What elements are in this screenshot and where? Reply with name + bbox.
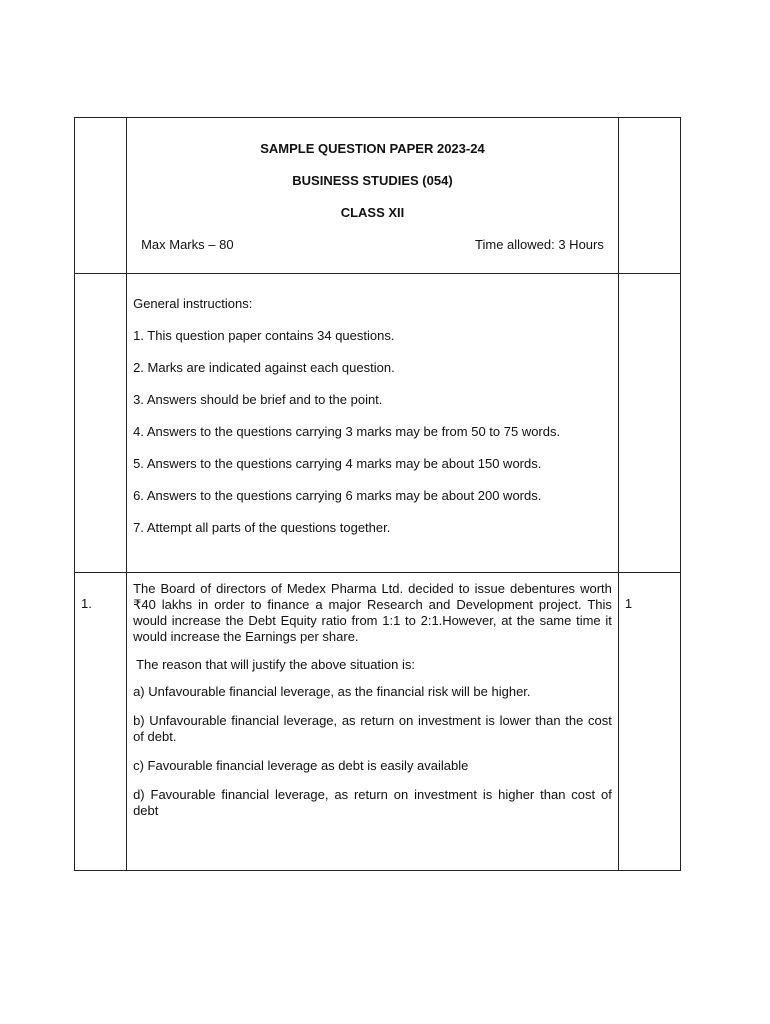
instruction-item: 5. Answers to the questions carrying 4 marks may be about 150 words. [133,456,542,471]
instruction-item: 6. Answers to the questions carrying 6 marks may be about 200 words. [133,488,542,503]
instruction-item: 1. This question paper contains 34 questions. [133,328,395,343]
header-cell [127,118,619,274]
option-a: a) Unfavourable financial leverage, as the financial risk will be higher. [133,684,531,699]
option-c: c) Favourable financial leverage as debt is easily available [133,758,469,773]
question-paper-table [74,117,681,871]
instruction-item: 4. Answers to the questions carrying 3 marks may be from 50 to 75 words. [133,424,561,439]
class-title: CLASS XII [340,205,405,220]
question-marks: 1 [624,596,633,611]
instruction-item: 3. Answers should be brief and to the point. [133,392,383,407]
header-row [75,118,681,274]
instruction-item: 2. Marks are indicated against each question. [133,360,395,375]
question-body-cell [127,573,619,871]
header-right-cell [618,118,680,274]
question-number-cell [75,573,127,871]
instructions-right-cell [618,274,680,573]
option-d: d) Favourable financial leverage, as return on investment is higher than cost of debt [133,787,612,818]
marks-time-line [127,237,618,252]
instructions-cell [127,274,619,573]
question-row [75,573,681,871]
instructions-heading: General instructions: [133,296,253,311]
instructions-row [75,274,681,573]
paper-title: SAMPLE QUESTION PAPER 2023-24 [260,141,485,156]
question-lead: The reason that will justify the above situation is: [136,657,416,672]
time-allowed: Time allowed: 3 Hours [475,237,604,252]
header-left-cell [75,118,127,274]
question-number: 1. [81,596,92,611]
max-marks: Max Marks – 80 [141,237,234,252]
instructions-left-cell [75,274,127,573]
question-marks-cell [618,573,680,871]
question-text: The Board of directors of Medex Pharma Ltd. decided to issue debentures worth ₹40 lakhs in order to finance a major Research and Development project. This would increase the Debt Equity ratio from 1:1 to 2:1.However, at the same time it would increase the Earnings per share. [133,581,612,644]
instruction-item: 7. Attempt all parts of the questions together. [133,520,391,535]
subject-title: BUSINESS STUDIES (054) [292,173,453,188]
option-b: b) Unfavourable financial leverage, as return on investment is lower than the cost of debt. [133,713,612,744]
